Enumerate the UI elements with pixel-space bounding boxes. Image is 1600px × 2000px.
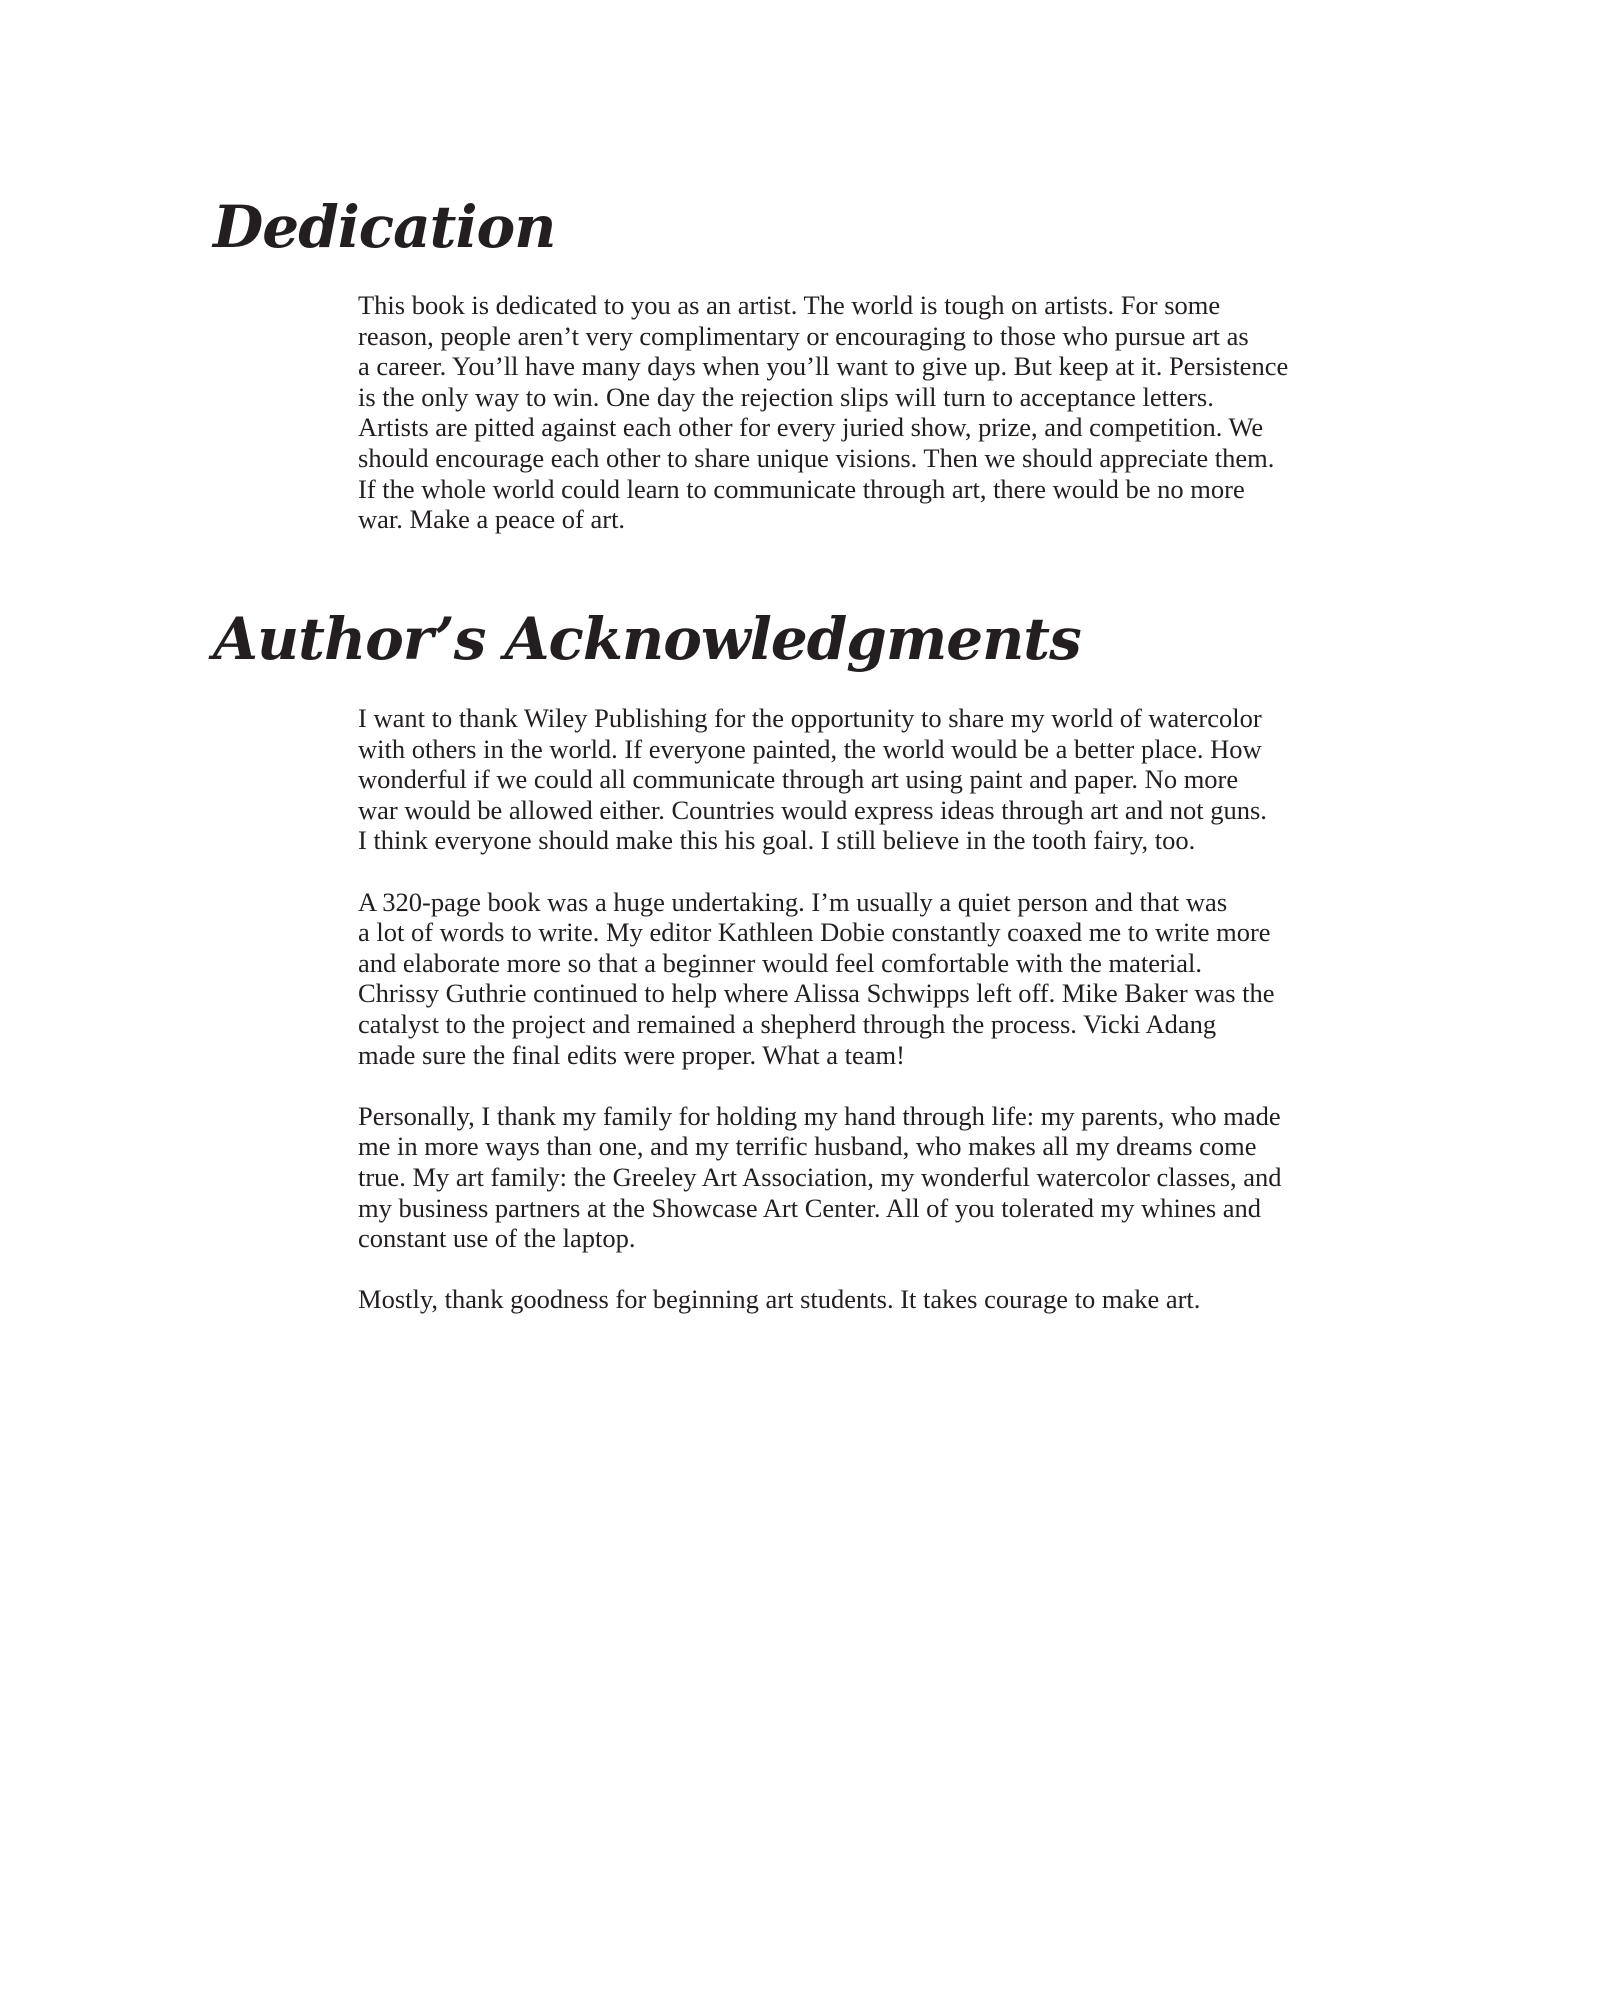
dedication-heading: Dedication [213,193,556,261]
acknowledgments-paragraph-4: Mostly, thank goodness for beginning art students. It takes courage to make art. [358,1284,1201,1315]
dedication-body [358,290,1408,535]
acknowledgments-body [358,703,1408,1315]
acknowledgments-paragraph-1: I want to thank Wiley Publishing for the opportunity to share my world of watercolor with others in the world. If everyone painted, the world would be a better place. How wonderful if we could all communicate through art using paint and paper. No more war would be allowed either. Countries would express ideas through art and not guns. I think everyone should make this his goal. I still believe in the tooth fairy, too. [358,703,1267,856]
acknowledgments-paragraph-2: A 320-page book was a huge undertaking. I’m usually a quiet person and that was a lot of words to write. My editor Kathleen Dobie constantly coaxed me to write more and elaborate more so that a beginner would feel comfortable with the material. Chrissy Guthrie continued to help where Alissa Schwipps left off. Mike Baker was the catalyst to the project and remained a shepherd through the process. Vicki Adang made sure the final edits were proper. What a team! [358,886,1275,1070]
dedication-paragraph: This book is dedicated to you as an artist. The world is tough on artists. For some reason, people aren’t very complimentary or encouraging to those who pursue art as a career. You’ll have many days when you’ll want to give up. But keep at it. Persistence is the only way to win. One day the rejection slips will turn to acceptance letters. Artists are pitted against each other for every juried show, prize, and competition. We should encourage each other to share unique visions. Then we should appreciate them. If the whole world could learn to communicate through art, there would be no more war. Make a peace of art. [358,290,1289,535]
acknowledgments-paragraph-3: Personally, I thank my family for holding my hand through life: my parents, who made me in more ways than one, and my terrific husband, who makes all my dreams come true. My art family: the Greeley Art Association, my wonderful watercolor classes, and my business partners at the Showcase Art Center. All of you tolerated my whines and constant use of the laptop. [358,1100,1282,1254]
acknowledgments-heading: Author’s Acknowledgments [213,605,1081,673]
